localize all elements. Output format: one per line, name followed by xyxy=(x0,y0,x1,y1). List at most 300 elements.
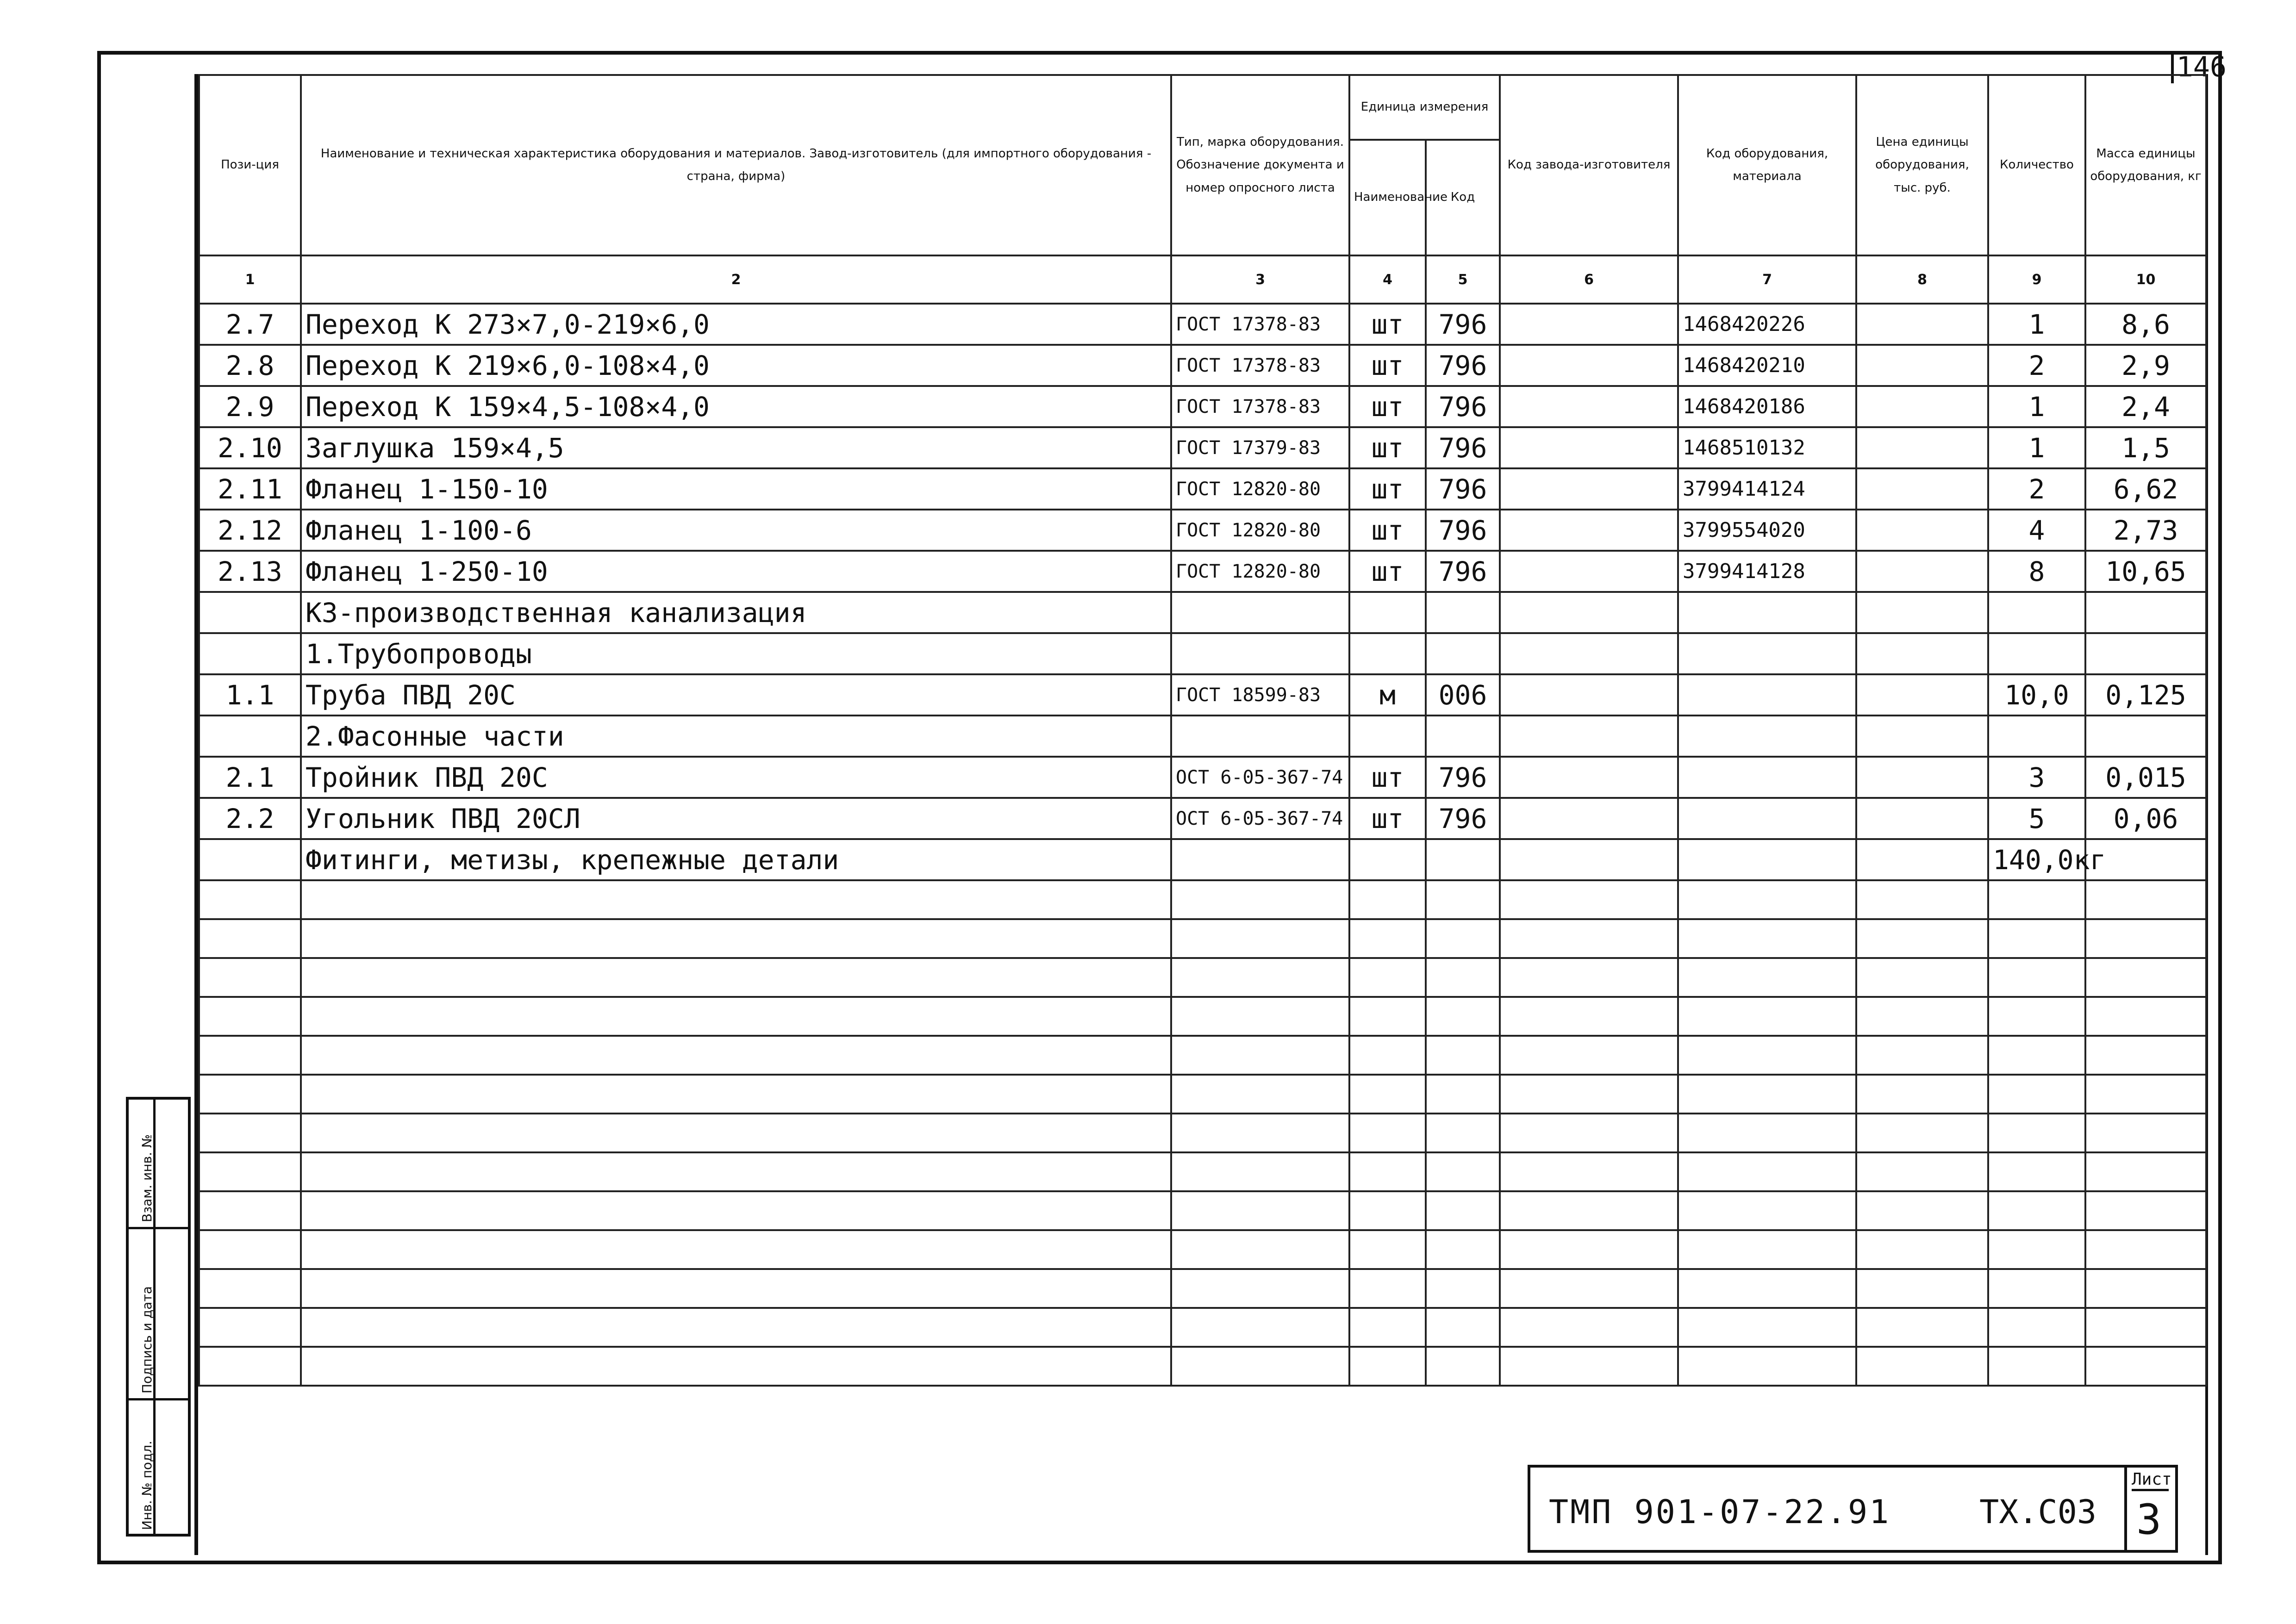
empty-cell xyxy=(1988,1347,2085,1386)
header-quantity: Количество xyxy=(1988,75,2085,255)
unit-cell: шт xyxy=(1349,345,1426,386)
column-number: 9 xyxy=(1988,255,2085,304)
document-cell xyxy=(1171,633,1349,674)
empty-cell xyxy=(1171,958,1349,997)
empty-cell xyxy=(1171,1036,1349,1075)
empty-cell xyxy=(2085,1191,2206,1230)
table-row xyxy=(199,510,2206,551)
mass-cell xyxy=(2085,633,2206,674)
empty-cell xyxy=(1171,1308,1349,1347)
empty-cell xyxy=(1988,1230,2085,1269)
empty-cell xyxy=(1426,1269,1500,1308)
quantity-cell: 1 xyxy=(1988,386,2085,427)
empty-cell xyxy=(1856,997,1988,1036)
empty-cell xyxy=(1678,1114,1856,1152)
document-cell: ГОСТ 17378-83 xyxy=(1171,386,1349,427)
price-cell xyxy=(1856,510,1988,551)
empty-cell xyxy=(1426,1347,1500,1386)
price-cell xyxy=(1856,757,1988,798)
empty-cell xyxy=(1426,958,1500,997)
stamp-label-replacement: Взам. инв. № xyxy=(139,1134,155,1222)
stamp-label-original: Инв. № подл. xyxy=(139,1440,155,1530)
plant-code-cell xyxy=(1500,551,1678,592)
table-row xyxy=(199,839,2206,880)
table-row xyxy=(199,427,2206,468)
unit-code-cell: 796 xyxy=(1426,345,1500,386)
material-code-cell xyxy=(1678,592,1856,633)
column-number: 6 xyxy=(1500,255,1678,304)
table-row xyxy=(199,716,2206,757)
empty-cell xyxy=(2085,997,2206,1036)
empty-cell xyxy=(199,1230,301,1269)
name-cell: Фланец 1-150-10 xyxy=(301,468,1171,510)
position-cell: 2.8 xyxy=(199,345,301,386)
plant-code-cell xyxy=(1500,468,1678,510)
empty-row xyxy=(199,997,2206,1036)
empty-cell xyxy=(1349,1075,1426,1114)
empty-cell xyxy=(301,1269,1171,1308)
empty-cell xyxy=(2085,958,2206,997)
empty-cell xyxy=(1500,919,1678,958)
column-number: 7 xyxy=(1678,255,1856,304)
empty-cell xyxy=(199,1191,301,1230)
empty-cell xyxy=(1856,1075,1988,1114)
document-cell: ГОСТ 17379-83 xyxy=(1171,427,1349,468)
empty-cell xyxy=(1678,1191,1856,1230)
position-cell: 2.10 xyxy=(199,427,301,468)
empty-row xyxy=(199,919,2206,958)
price-cell xyxy=(1856,427,1988,468)
empty-cell xyxy=(1856,919,1988,958)
empty-cell xyxy=(1426,919,1500,958)
empty-cell xyxy=(1856,1269,1988,1308)
name-cell: Фитинги, метизы, крепежные детали xyxy=(301,839,1171,880)
price-cell xyxy=(1856,468,1988,510)
empty-cell xyxy=(1856,1036,1988,1075)
unit-cell: м xyxy=(1349,674,1426,716)
mass-cell: 6,62 xyxy=(2085,468,2206,510)
stamp-cell-original xyxy=(129,1400,188,1535)
position-cell xyxy=(199,716,301,757)
empty-row xyxy=(199,1308,2206,1347)
material-code-cell: 1468420186 xyxy=(1678,386,1856,427)
header-type: Тип, марка оборудования. Обозначение документа и номер опросного листа xyxy=(1171,75,1349,255)
quantity-cell xyxy=(1988,592,2085,633)
empty-row xyxy=(199,880,2206,919)
empty-cell xyxy=(2085,1269,2206,1308)
table-row xyxy=(199,674,2206,716)
empty-cell xyxy=(2085,1152,2206,1191)
material-code-cell: 3799414124 xyxy=(1678,468,1856,510)
empty-cell xyxy=(301,997,1171,1036)
column-number: 4 xyxy=(1349,255,1426,304)
empty-cell xyxy=(2085,880,2206,919)
empty-cell xyxy=(1678,1269,1856,1308)
name-cell: Тройник ПВД 20С xyxy=(301,757,1171,798)
empty-row xyxy=(199,958,2206,997)
quantity-cell: 140,0кг xyxy=(1988,839,2085,880)
empty-cell xyxy=(1500,958,1678,997)
sheet-number: 146 xyxy=(2171,51,2227,83)
header-name: Наименование и техническая характеристика оборудования и материалов. Завод-изготовитель (для импортного оборудования - страна, фирма) xyxy=(301,75,1171,255)
empty-cell xyxy=(199,958,301,997)
mass-cell: 2,4 xyxy=(2085,386,2206,427)
material-code-cell: 1468420210 xyxy=(1678,345,1856,386)
empty-cell xyxy=(301,919,1171,958)
column-number: 8 xyxy=(1856,255,1988,304)
column-number-row xyxy=(199,255,2206,304)
material-code-cell xyxy=(1678,674,1856,716)
unit-code-cell xyxy=(1426,592,1500,633)
material-code-cell: 3799414128 xyxy=(1678,551,1856,592)
document-cell xyxy=(1171,716,1349,757)
price-cell xyxy=(1856,633,1988,674)
page-label: Лист xyxy=(2132,1470,2169,1491)
document-cell: ОСТ 6-05-367-74 xyxy=(1171,757,1349,798)
name-cell: Переход К 273×7,0-219×6,0 xyxy=(301,304,1171,345)
unit-cell: шт xyxy=(1349,427,1426,468)
empty-cell xyxy=(1856,1191,1988,1230)
page-box xyxy=(2124,1468,2175,1550)
page-number: 3 xyxy=(2136,1495,2162,1544)
empty-cell xyxy=(1988,1114,2085,1152)
empty-cell xyxy=(199,919,301,958)
plant-code-cell xyxy=(1500,674,1678,716)
quantity-cell: 10,0 xyxy=(1988,674,2085,716)
empty-cell xyxy=(199,1347,301,1386)
material-code-cell: 3799554020 xyxy=(1678,510,1856,551)
empty-cell xyxy=(1500,997,1678,1036)
table-row xyxy=(199,304,2206,345)
mass-cell: 1,5 xyxy=(2085,427,2206,468)
mass-cell: 10,65 xyxy=(2085,551,2206,592)
empty-cell xyxy=(1856,1152,1988,1191)
empty-cell xyxy=(1426,1230,1500,1269)
name-cell: Заглушка 159×4,5 xyxy=(301,427,1171,468)
mass-cell: 2,73 xyxy=(2085,510,2206,551)
empty-row xyxy=(199,1269,2206,1308)
quantity-cell: 1 xyxy=(1988,427,2085,468)
empty-cell xyxy=(2085,1347,2206,1386)
empty-cell xyxy=(1426,1308,1500,1347)
unit-cell: шт xyxy=(1349,510,1426,551)
table-row xyxy=(199,468,2206,510)
empty-cell xyxy=(199,1075,301,1114)
table-row xyxy=(199,798,2206,839)
empty-cell xyxy=(1500,1347,1678,1386)
plant-code-cell xyxy=(1500,592,1678,633)
position-cell: 2.9 xyxy=(199,386,301,427)
unit-code-cell: 796 xyxy=(1426,798,1500,839)
mass-cell: 0,125 xyxy=(2085,674,2206,716)
empty-cell xyxy=(1988,1269,2085,1308)
quantity-cell: 1 xyxy=(1988,304,2085,345)
column-number: 10 xyxy=(2085,255,2206,304)
position-cell xyxy=(199,839,301,880)
empty-cell xyxy=(1678,1152,1856,1191)
name-cell: К3-производственная канализация xyxy=(301,592,1171,633)
name-cell: Фланец 1-100-6 xyxy=(301,510,1171,551)
document-cell: ОСТ 6-05-367-74 xyxy=(1171,798,1349,839)
empty-cell xyxy=(1988,1308,2085,1347)
quantity-cell: 4 xyxy=(1988,510,2085,551)
unit-code-cell: 796 xyxy=(1426,386,1500,427)
empty-cell xyxy=(1171,1075,1349,1114)
column-number: 2 xyxy=(301,255,1171,304)
mass-cell: 2,9 xyxy=(2085,345,2206,386)
empty-cell xyxy=(1349,1152,1426,1191)
empty-cell xyxy=(1678,1036,1856,1075)
position-cell xyxy=(199,633,301,674)
empty-cell xyxy=(2085,1036,2206,1075)
empty-row xyxy=(199,1347,2206,1386)
empty-cell xyxy=(1988,1075,2085,1114)
document-cell xyxy=(1171,839,1349,880)
empty-cell xyxy=(301,1036,1171,1075)
mass-cell: 0,015 xyxy=(2085,757,2206,798)
empty-cell xyxy=(301,1230,1171,1269)
empty-cell xyxy=(301,1191,1171,1230)
empty-cell xyxy=(301,1308,1171,1347)
price-cell xyxy=(1856,839,1988,880)
table-row xyxy=(199,345,2206,386)
empty-row xyxy=(199,1230,2206,1269)
table-row xyxy=(199,386,2206,427)
material-code-cell xyxy=(1678,839,1856,880)
table-row xyxy=(199,551,2206,592)
plant-code-cell xyxy=(1500,510,1678,551)
empty-cell xyxy=(301,1347,1171,1386)
empty-cell xyxy=(1426,880,1500,919)
empty-cell xyxy=(1349,1308,1426,1347)
plant-code-cell xyxy=(1500,839,1678,880)
header-plant-code: Код завода-изготовителя xyxy=(1500,75,1678,255)
empty-cell xyxy=(301,880,1171,919)
empty-cell xyxy=(1171,1230,1349,1269)
empty-cell xyxy=(1500,1075,1678,1114)
empty-cell xyxy=(1856,1308,1988,1347)
empty-cell xyxy=(1988,1152,2085,1191)
empty-cell xyxy=(1678,880,1856,919)
plant-code-cell xyxy=(1500,757,1678,798)
empty-cell xyxy=(199,880,301,919)
quantity-cell xyxy=(1988,633,2085,674)
empty-cell xyxy=(1856,1114,1988,1152)
empty-cell xyxy=(1171,1114,1349,1152)
empty-cell xyxy=(1171,880,1349,919)
name-cell: Фланец 1-250-10 xyxy=(301,551,1171,592)
material-code-cell xyxy=(1678,798,1856,839)
empty-cell xyxy=(1171,1191,1349,1230)
position-cell xyxy=(199,592,301,633)
empty-cell xyxy=(1349,880,1426,919)
plant-code-cell xyxy=(1500,798,1678,839)
empty-row xyxy=(199,1075,2206,1114)
unit-code-cell: 796 xyxy=(1426,304,1500,345)
empty-cell xyxy=(199,1269,301,1308)
empty-row xyxy=(199,1036,2206,1075)
empty-cell xyxy=(1500,880,1678,919)
empty-cell xyxy=(301,958,1171,997)
unit-code-cell: 796 xyxy=(1426,551,1500,592)
side-stamp xyxy=(126,1097,191,1537)
price-cell xyxy=(1856,345,1988,386)
plant-code-cell xyxy=(1500,427,1678,468)
empty-cell xyxy=(1678,1347,1856,1386)
empty-cell xyxy=(2085,919,2206,958)
empty-cell xyxy=(1500,1036,1678,1075)
name-cell: Угольник ПВД 20СЛ xyxy=(301,798,1171,839)
empty-cell xyxy=(1500,1230,1678,1269)
plant-code-cell xyxy=(1500,386,1678,427)
unit-code-cell: 796 xyxy=(1426,510,1500,551)
price-cell xyxy=(1856,674,1988,716)
empty-cell xyxy=(301,1075,1171,1114)
name-cell: Труба ПВД 20С xyxy=(301,674,1171,716)
empty-cell xyxy=(1988,1036,2085,1075)
column-number: 3 xyxy=(1171,255,1349,304)
unit-code-cell xyxy=(1426,839,1500,880)
document-cell: ГОСТ 17378-83 xyxy=(1171,304,1349,345)
table-body xyxy=(199,304,2206,1386)
unit-cell: шт xyxy=(1349,798,1426,839)
table-row xyxy=(199,757,2206,798)
empty-cell xyxy=(199,1308,301,1347)
empty-cell xyxy=(1426,1152,1500,1191)
unit-cell: шт xyxy=(1349,757,1426,798)
empty-cell xyxy=(1856,1230,1988,1269)
name-cell: Переход К 159×4,5-108×4,0 xyxy=(301,386,1171,427)
column-number: 1 xyxy=(199,255,301,304)
position-cell: 1.1 xyxy=(199,674,301,716)
unit-cell: шт xyxy=(1349,304,1426,345)
empty-cell xyxy=(2085,1075,2206,1114)
document-sheet-id: ТХ.С03 xyxy=(1979,1493,2096,1531)
unit-cell xyxy=(1349,633,1426,674)
mass-cell: 0,06 xyxy=(2085,798,2206,839)
unit-cell: шт xyxy=(1349,386,1426,427)
empty-cell xyxy=(1171,919,1349,958)
quantity-cell: 2 xyxy=(1988,468,2085,510)
empty-cell xyxy=(1349,1230,1426,1269)
empty-cell xyxy=(1856,958,1988,997)
unit-code-cell: 006 xyxy=(1426,674,1500,716)
empty-cell xyxy=(1678,997,1856,1036)
unit-code-cell xyxy=(1426,716,1500,757)
material-code-cell xyxy=(1678,633,1856,674)
plant-code-cell xyxy=(1500,345,1678,386)
plant-code-cell xyxy=(1500,716,1678,757)
empty-cell xyxy=(1349,919,1426,958)
empty-cell xyxy=(1988,958,2085,997)
empty-cell xyxy=(1500,1191,1678,1230)
price-cell xyxy=(1856,592,1988,633)
empty-cell xyxy=(1678,958,1856,997)
empty-cell xyxy=(1426,1191,1500,1230)
empty-cell xyxy=(199,1036,301,1075)
empty-cell xyxy=(1349,958,1426,997)
empty-cell xyxy=(1426,997,1500,1036)
quantity-cell: 5 xyxy=(1988,798,2085,839)
header-material-code: Код оборудования, материала xyxy=(1678,75,1856,255)
empty-cell xyxy=(1856,1347,1988,1386)
price-cell xyxy=(1856,304,1988,345)
position-cell: 2.13 xyxy=(199,551,301,592)
unit-cell: шт xyxy=(1349,468,1426,510)
quantity-cell: 2 xyxy=(1988,345,2085,386)
document-cell: ГОСТ 12820-80 xyxy=(1171,510,1349,551)
plant-code-cell xyxy=(1500,304,1678,345)
unit-cell xyxy=(1349,592,1426,633)
empty-cell xyxy=(2085,1230,2206,1269)
mass-cell xyxy=(2085,592,2206,633)
empty-row xyxy=(199,1152,2206,1191)
position-cell: 2.11 xyxy=(199,468,301,510)
empty-cell xyxy=(301,1114,1171,1152)
empty-cell xyxy=(199,1114,301,1152)
empty-row xyxy=(199,1191,2206,1230)
header-unit-group: Единица измерения xyxy=(1349,75,1500,140)
header-position: Пози-ция xyxy=(199,75,301,255)
document-code: ТМП 901-07-22.91 xyxy=(1549,1493,1891,1531)
empty-cell xyxy=(1988,880,2085,919)
position-cell: 2.7 xyxy=(199,304,301,345)
title-block xyxy=(1528,1465,2178,1553)
empty-cell xyxy=(1349,1114,1426,1152)
empty-cell xyxy=(1426,1075,1500,1114)
empty-cell xyxy=(1500,1152,1678,1191)
empty-cell xyxy=(1171,1152,1349,1191)
price-cell xyxy=(1856,551,1988,592)
header-price: Цена единицы оборудования, тыс. руб. xyxy=(1856,75,1988,255)
empty-cell xyxy=(1678,1308,1856,1347)
price-cell xyxy=(1856,716,1988,757)
stamp-cell-signature xyxy=(129,1229,188,1400)
empty-cell xyxy=(1988,997,2085,1036)
material-code-cell: 1468510132 xyxy=(1678,427,1856,468)
price-cell xyxy=(1856,798,1988,839)
quantity-cell xyxy=(1988,716,2085,757)
specification-table xyxy=(198,74,2207,1387)
unit-cell xyxy=(1349,716,1426,757)
empty-cell xyxy=(199,1152,301,1191)
empty-cell xyxy=(1349,1269,1426,1308)
empty-cell xyxy=(1500,1308,1678,1347)
empty-cell xyxy=(1349,1191,1426,1230)
position-cell: 2.1 xyxy=(199,757,301,798)
unit-code-cell: 796 xyxy=(1426,468,1500,510)
empty-cell xyxy=(1171,997,1349,1036)
document-cell xyxy=(1171,592,1349,633)
unit-code-cell: 796 xyxy=(1426,427,1500,468)
empty-cell xyxy=(1500,1269,1678,1308)
empty-cell xyxy=(1349,997,1426,1036)
empty-cell xyxy=(1426,1036,1500,1075)
empty-cell xyxy=(1171,1269,1349,1308)
name-cell: 2.Фасонные части xyxy=(301,716,1171,757)
document-cell: ГОСТ 12820-80 xyxy=(1171,468,1349,510)
plant-code-cell xyxy=(1500,633,1678,674)
empty-cell xyxy=(301,1152,1171,1191)
quantity-cell: 8 xyxy=(1988,551,2085,592)
empty-cell xyxy=(2085,1308,2206,1347)
empty-cell xyxy=(1171,1347,1349,1386)
column-number: 5 xyxy=(1426,255,1500,304)
material-code-cell xyxy=(1678,757,1856,798)
material-code-cell xyxy=(1678,716,1856,757)
header-mass: Масса единицы оборудования, кг xyxy=(2085,75,2206,255)
empty-cell xyxy=(1678,1230,1856,1269)
